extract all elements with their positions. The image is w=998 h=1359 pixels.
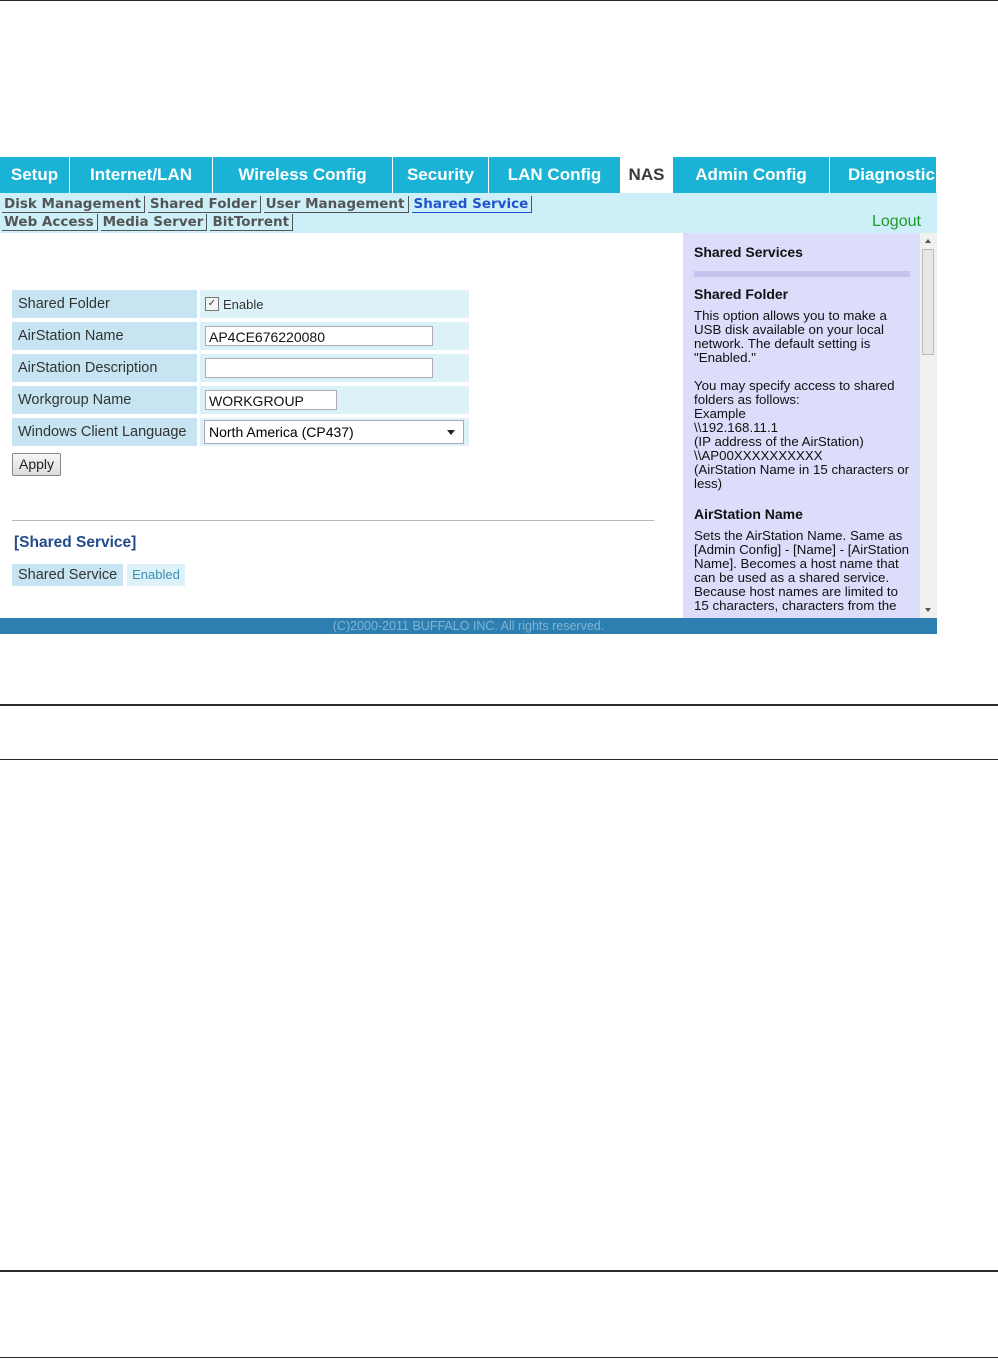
row-airstation-name [12, 322, 469, 350]
sub-nav-row-2 [2, 214, 293, 231]
workgroup-name-input[interactable]: WORKGROUP [205, 390, 337, 410]
scroll-thumb[interactable] [922, 249, 934, 355]
subtab-disk-management[interactable]: Disk Management [2, 196, 145, 213]
router-admin-window [0, 157, 937, 634]
tab-diagnostic[interactable]: Diagnostic [830, 157, 937, 193]
shared-service-form [12, 290, 469, 450]
help-shared-folder-heading: Shared Folder [694, 286, 789, 302]
airstation-description-input[interactable] [205, 358, 433, 378]
help-title: Shared Services [694, 244, 803, 260]
subtab-media-server[interactable]: Media Server [101, 214, 208, 231]
workgroup-name-cell [200, 386, 469, 414]
scroll-up-icon[interactable] [925, 239, 931, 243]
rule-2 [0, 759, 998, 760]
scroll-down-icon[interactable] [925, 608, 931, 612]
workgroup-name-label: Workgroup Name [12, 386, 197, 414]
airstation-description-label: AirStation Description [12, 354, 197, 382]
airstation-name-input[interactable]: AP4CE676220080 [205, 326, 433, 346]
tab-internet-lan[interactable]: Internet/LAN [70, 157, 213, 193]
top-rule [0, 0, 998, 1]
copyright-footer: (C)2000-2011 BUFFALO INC. All rights reserved. [0, 618, 937, 634]
shared-folder-value [200, 290, 469, 318]
subtab-shared-service[interactable]: Shared Service [412, 196, 533, 213]
shared-folder-label: Shared Folder [12, 290, 197, 318]
shared-service-section-title: [Shared Service] [14, 534, 137, 551]
row-client-language [12, 418, 469, 446]
row-airstation-description [12, 354, 469, 382]
tab-wireless-config[interactable]: Wireless Config [213, 157, 393, 193]
help-title-bar [694, 271, 910, 277]
top-nav [0, 157, 937, 193]
rule-1 [0, 704, 998, 706]
help-access-text: You may specify access to shared folders as follows: Example \\192.168.11.1 (IP address of the AirStation) \\AP00XXXXXXXXXX (AirStation Name in 15 characters or less) [694, 378, 910, 491]
airstation-description-cell [200, 354, 469, 382]
shared-service-status-value: Enabled [127, 564, 185, 586]
section-divider [12, 520, 654, 521]
subtab-web-access[interactable]: Web Access [2, 214, 98, 231]
tab-setup[interactable]: Setup [0, 157, 70, 193]
sub-nav [0, 193, 683, 233]
row-shared-folder [12, 290, 469, 318]
help-panel [683, 233, 920, 618]
shared-service-status [12, 564, 185, 586]
help-airstation-name-heading: AirStation Name [694, 506, 803, 522]
tab-admin-config[interactable]: Admin Config [673, 157, 830, 193]
subtab-shared-folder[interactable]: Shared Folder [148, 196, 261, 213]
airstation-name-cell [200, 322, 469, 350]
sub-nav-row-1 [2, 196, 532, 213]
apply-button[interactable]: Apply [12, 453, 61, 476]
client-language-label: Windows Client Language [12, 418, 197, 446]
help-scrollbar[interactable] [920, 233, 937, 618]
tab-nas[interactable]: NAS [621, 157, 673, 193]
rule-3 [0, 1270, 998, 1272]
chevron-down-icon [447, 430, 455, 435]
airstation-name-label: AirStation Name [12, 322, 197, 350]
client-language-select[interactable] [204, 420, 464, 444]
enable-checkbox[interactable]: ✓ [205, 297, 219, 311]
row-workgroup-name [12, 386, 469, 414]
enable-label: Enable [223, 296, 264, 312]
client-language-value: North America (CP437) [209, 424, 354, 440]
subtab-user-management[interactable]: User Management [264, 196, 409, 213]
rule-4 [0, 1357, 998, 1358]
help-shared-folder-text: This option allows you to make a USB disk available on your local network. The default setting is "Enabled." [694, 308, 887, 365]
tab-security[interactable]: Security [393, 157, 489, 193]
logout-link[interactable]: Logout [872, 213, 921, 230]
shared-service-status-label: Shared Service [12, 564, 123, 586]
client-language-cell [200, 418, 469, 446]
subtab-bittorrent[interactable]: BitTorrent [210, 214, 293, 231]
help-airstation-name-text: Sets the AirStation Name. Same as [Admin Config] - [Name] - [AirStation Name]. Becomes a host name that can be used as a shared service. Because host names are limited to 15 characters, characters from the [694, 528, 910, 613]
tab-lan-config[interactable]: LAN Config [489, 157, 621, 193]
